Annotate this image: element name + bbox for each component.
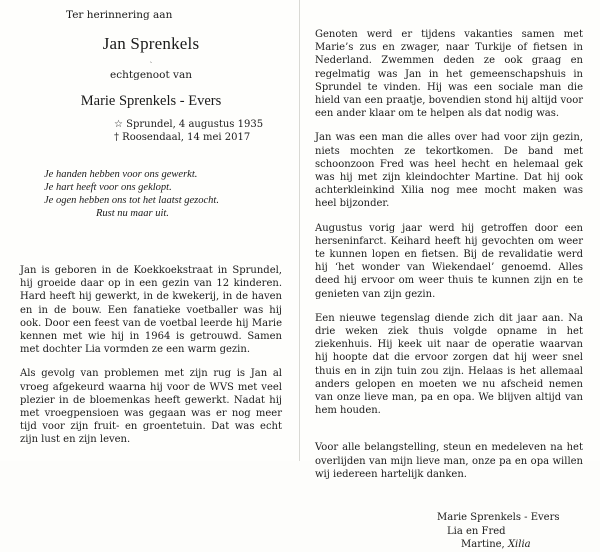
signature-line-2: Lia en Fred bbox=[447, 525, 506, 537]
biography-paragraph: Augustus vorig jaar werd hij getroffen door een herseninfarct. Keihard heeft hij gevochten om weer te kunnen lopen en fietsen. Bij de revalidatie werd hij ‘het wonder van Wiekendael’ genoemd. Alles deed hij ervoor om weer thuis te kunnen zijn en te genieten van zijn gezin. bbox=[315, 222, 583, 300]
deceased-name: Jan Sprenkels bbox=[102, 34, 200, 53]
memorial-verse bbox=[20, 168, 282, 220]
verse-line-2: Je hart heeft voor ons geklopt. bbox=[44, 182, 172, 193]
life-dates bbox=[20, 119, 282, 144]
biography-paragraph: Als gevolg van problemen met zijn rug is Jan al vroeg afgekeurd waarna hij voor de WVS met veel plezier in de bloemenkas heeft gewerkt. Nadat hij met vroegpensioen was gegaan was er nog meer tijd voor zijn fruit- en groentetuin. Dat was echt zijn lust en zijn leven. bbox=[20, 368, 282, 446]
card-fold-line bbox=[299, 0, 300, 461]
signature-line-1: Marie Sprenkels - Evers bbox=[437, 512, 560, 524]
biography-paragraph: Jan is geboren in de Koekkoekstraat in Sprundel, hij groeide daar op in een gezin van 12 kinderen. Hard heeft hij gewerkt, in de kwekerij, in de haven en in de bouw. Een fanatieke voetballer was hij ook. Door een feest van de voetbal leerde hij Marie kennen met wie hij in 1964 is getrouwd. Samen met dochter Lia vormden ze een warm gezin. bbox=[20, 265, 282, 356]
signature-great-grandchild: Xilia bbox=[507, 539, 531, 551]
signature-grandchild: Martine, bbox=[461, 539, 505, 551]
biography-paragraph: Jan was een man die alles over had voor zijn gezin, niets mochten ze tekortkomen. De band met schoonzoon Fred was heel hecht en helemaal gek was hij met zijn kleindochter Martine. Dat hij ook achterkleinkind Xilia nog mee mocht maken was heel bijzonder. bbox=[315, 132, 583, 210]
birth-line: ☆ Sprundel, 4 augustus 1935 bbox=[114, 119, 264, 130]
in-memory-heading: Ter herinnering aan bbox=[66, 9, 173, 21]
ornament-mark: ˎ bbox=[149, 54, 153, 63]
verse-line-4: Rust nu maar uit. bbox=[96, 208, 169, 219]
verse-line-3: Je ogen hebben ons tot het laatst gezocht. bbox=[44, 195, 219, 206]
signature-line-3 bbox=[437, 538, 583, 552]
left-page bbox=[20, 8, 282, 447]
biography-paragraph: Genoten werd er tijdens vakanties samen met Marie’s zus en zwager, naar Turkije of fietsen in Nederland. Zwemmen deden ze ook graag en regelmatig was Jan in het gemeenschapshuis in Sprundel te vinden. Hij was een sociale man die hield van een praatje, bovendien stond hij altijd voor een ander klaar om te helpen als dat nodig was. bbox=[315, 29, 583, 120]
right-page bbox=[315, 8, 583, 552]
thanks-paragraph: Voor alle belangstelling, steun en medeleven na het overlijden van mijn lieve man, onze pa en opa willen wij iedereen hartelijk danken. bbox=[315, 442, 583, 480]
family-signature bbox=[315, 511, 583, 552]
verse-line-1: Je handen hebben voor ons gewerkt. bbox=[44, 169, 198, 180]
death-line: † Roosendaal, 14 mei 2017 bbox=[114, 131, 251, 143]
spouse-name: Marie Sprenkels - Evers bbox=[80, 93, 222, 109]
spouse-label: echtgenoot van bbox=[110, 69, 192, 81]
biography-paragraph: Een nieuwe tegenslag diende zich dit jaar aan. Na drie weken ziek thuis volgde opname in het ziekenhuis. Hij keek uit naar de operatie waarvan hij hoopte dat die ervoor zorgen dat hij weer snel thuis en in zijn tuin zou zijn. Helaas is het allemaal anders gelopen en moeten we nu afscheid nemen van onze lieve man, pa en opa. We blijven altijd van hem houden. bbox=[315, 312, 583, 417]
